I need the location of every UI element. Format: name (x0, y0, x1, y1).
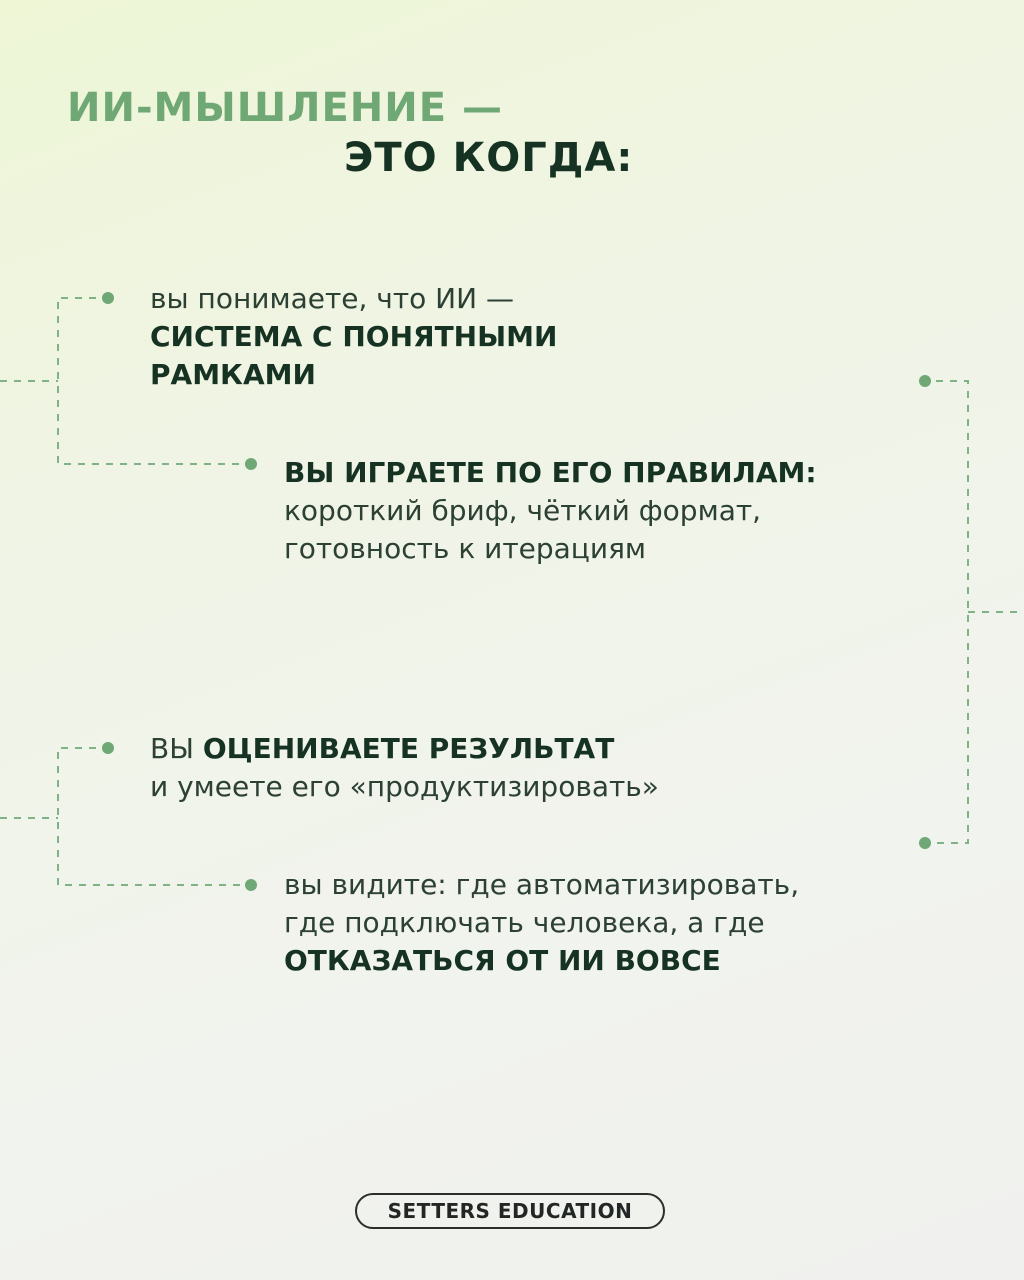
item-text-line-bold: СИСТЕМА С ПОНЯТНЫМИ (150, 320, 558, 353)
item-text-line: вы видите: где автоматизировать, (284, 868, 800, 901)
bullet-dot (102, 742, 114, 754)
bullet-dot (102, 292, 114, 304)
connector-dot (919, 375, 931, 387)
item-text-line: короткий бриф, чёткий формат, (284, 494, 762, 527)
connector-dot (919, 837, 931, 849)
list-item (150, 280, 557, 394)
list-item (284, 866, 799, 980)
item-text-line: и умеете его «продуктизировать» (150, 770, 659, 803)
item-text-line: вы понимаете, что ИИ — (150, 282, 514, 315)
bullet-dot (245, 879, 257, 891)
item-text-prefix: ВЫ (150, 732, 203, 765)
brand-badge: SETTERS EDUCATION (355, 1193, 665, 1229)
page-title-line-1: ИИ-МЫШЛЕНИЕ — (67, 85, 503, 131)
item-text-line-bold: ВЫ ИГРАЕТЕ ПО ЕГО ПРАВИЛАМ: (284, 456, 817, 489)
item-text-line: где подключать человека, а где (284, 906, 765, 939)
item-text-line-bold: ОТКАЗАТЬСЯ ОТ ИИ ВОВСЕ (284, 944, 721, 977)
page-title-line-2: ЭТО КОГДА: (344, 135, 634, 181)
item-text-line-bold: РАМКАМИ (150, 358, 316, 391)
bullet-dot (245, 458, 257, 470)
list-item (150, 730, 659, 806)
item-text-line-bold: ОЦЕНИВАЕТЕ РЕЗУЛЬТАТ (202, 732, 615, 765)
item-text-line: готовность к итерациям (284, 532, 647, 565)
list-item (284, 454, 817, 568)
